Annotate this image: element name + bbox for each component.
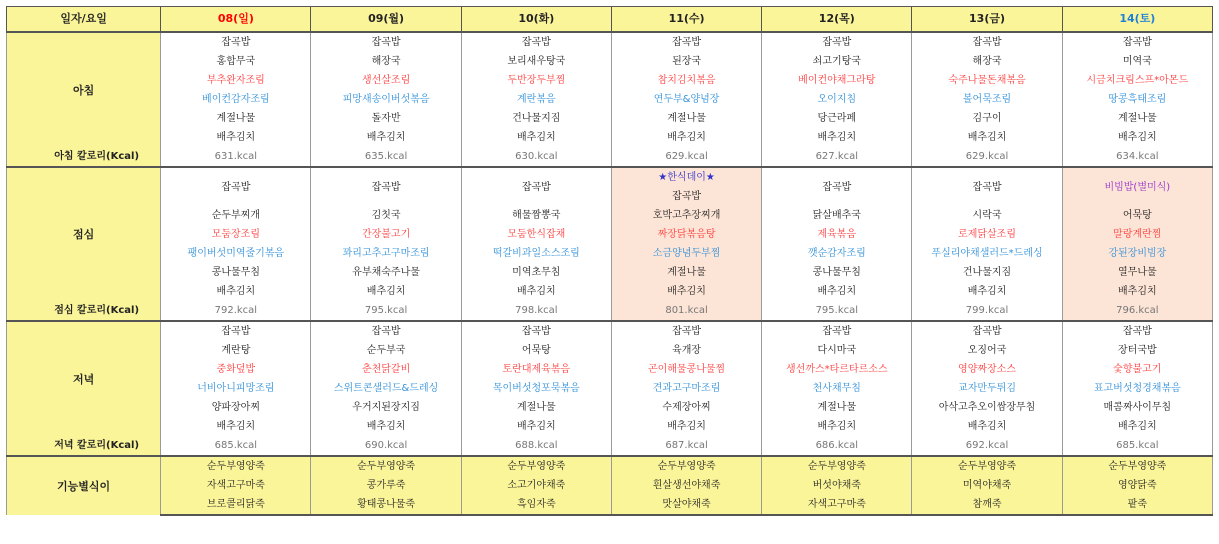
lunch-menu-row — [7, 167, 1213, 206]
breakfast-calorie-label: 아침 칼로리(Kcal) — [7, 147, 161, 167]
menu-item: 배추김치 — [912, 128, 1062, 147]
menu-item: 순두부찌개 — [161, 206, 311, 225]
lunch-menu-row — [7, 282, 1213, 301]
menu-item: 깻순감자조림 — [762, 244, 912, 263]
menu-item: 두반장두부찜 — [461, 71, 611, 90]
menu-item: 잡곡밥 — [311, 167, 461, 206]
special-diet-row — [7, 456, 1213, 476]
porridge-item: 순두부영양죽 — [611, 456, 761, 476]
porridge-item: 팥죽 — [1062, 495, 1212, 515]
porridge-item: 순두부영양죽 — [912, 456, 1062, 476]
special-diet-label: 기능별식이 — [7, 456, 161, 515]
special-diet-row — [7, 495, 1213, 515]
dinner-menu-row — [7, 398, 1213, 417]
calorie-value: 687.kcal — [611, 436, 761, 456]
menu-item: 모둠장조림 — [161, 225, 311, 244]
menu-item: 장터국밥 — [1062, 341, 1212, 360]
calorie-value: 792.kcal — [161, 301, 311, 321]
menu-item: 로제닭살조림 — [912, 225, 1062, 244]
menu-item: 해물짬뽕국 — [461, 206, 611, 225]
breakfast-menu-row — [7, 128, 1213, 147]
porridge-item: 순두부영양죽 — [461, 456, 611, 476]
menu-item: 잡곡밥 — [311, 321, 461, 341]
menu-item: 호박고추장찌개 — [611, 206, 761, 225]
calorie-value: 801.kcal — [611, 301, 761, 321]
day-header: 09(월) — [311, 7, 461, 33]
calorie-value: 630.kcal — [461, 147, 611, 167]
menu-item: 잡곡밥 — [461, 32, 611, 52]
porridge-item: 콩가루죽 — [311, 476, 461, 495]
menu-item: 아삭고추오이쌈장무침 — [912, 398, 1062, 417]
menu-item: 배추김치 — [912, 282, 1062, 301]
date-weekday-header: 일자/요일 — [7, 7, 161, 33]
menu-item: 중화덮밥 — [161, 360, 311, 379]
dinner-menu-row — [7, 417, 1213, 436]
day-header: 13(금) — [912, 7, 1062, 33]
menu-item: 잡곡밥 — [611, 321, 761, 341]
menu-item: 목이버섯청포묵볶음 — [461, 379, 611, 398]
menu-table-body — [7, 7, 1213, 516]
menu-item: 배추김치 — [1062, 128, 1212, 147]
calorie-value: 629.kcal — [912, 147, 1062, 167]
menu-item: 너비아니피망조림 — [161, 379, 311, 398]
dinner-menu-row — [7, 360, 1213, 379]
menu-item: 배추김치 — [311, 417, 461, 436]
menu-item: 볼어묵조림 — [912, 90, 1062, 109]
dinner-calorie-row — [7, 436, 1213, 456]
menu-item: 강된장비빔장 — [1062, 244, 1212, 263]
menu-item: 참치김치볶음 — [611, 71, 761, 90]
porridge-item: 미역야채죽 — [912, 476, 1062, 495]
menu-item: 배추김치 — [611, 417, 761, 436]
menu-item: 잡곡밥 — [762, 321, 912, 341]
lunch-calorie-row — [7, 301, 1213, 321]
menu-item: 푸실리야채샐러드*드레싱 — [912, 244, 1062, 263]
menu-item: 김구이 — [912, 109, 1062, 128]
breakfast-menu-row — [7, 71, 1213, 90]
day-header: 14(토) — [1062, 7, 1212, 33]
menu-item: 배추김치 — [762, 417, 912, 436]
korean-food-day-note: ★한식데이★ — [658, 172, 715, 183]
menu-item: 돌자반 — [311, 109, 461, 128]
menu-item: 열무나물 — [1062, 263, 1212, 282]
menu-item: 땅콩흑태조림 — [1062, 90, 1212, 109]
menu-item: 천사채무침 — [762, 379, 912, 398]
porridge-item: 자색고구마죽 — [762, 495, 912, 515]
menu-item: 당근라페 — [762, 109, 912, 128]
menu-item: 미역국 — [1062, 52, 1212, 71]
menu-item: 비빔밥(별미식) — [1062, 167, 1212, 206]
menu-item: 잡곡밥 — [161, 321, 311, 341]
menu-item: 보리새우탕국 — [461, 52, 611, 71]
menu-item: 계절나물 — [762, 398, 912, 417]
calorie-value: 635.kcal — [311, 147, 461, 167]
menu-item: 춘천닭갈비 — [311, 360, 461, 379]
menu-item: 건나물지짐 — [912, 263, 1062, 282]
menu-item: 교자만두튀김 — [912, 379, 1062, 398]
calorie-value: 692.kcal — [912, 436, 1062, 456]
menu-item: 곤이해물콩나물찜 — [611, 360, 761, 379]
dinner-label: 저녁 — [7, 321, 161, 436]
menu-item: 오징어국 — [912, 341, 1062, 360]
dinner-calorie-label: 저녁 칼로리(Kcal) — [7, 436, 161, 456]
menu-item: 계절나물 — [161, 109, 311, 128]
menu-item: 배추김치 — [611, 282, 761, 301]
calorie-value: 688.kcal — [461, 436, 611, 456]
porridge-item: 참깨죽 — [912, 495, 1062, 515]
breakfast-menu-row — [7, 52, 1213, 71]
porridge-item: 소고기야채죽 — [461, 476, 611, 495]
special-diet-row — [7, 476, 1213, 495]
menu-item: 배추김치 — [461, 282, 611, 301]
menu-item: 숙주나물돈채볶음 — [912, 71, 1062, 90]
menu-item: 간장불고기 — [311, 225, 461, 244]
menu-item: 견과고구마조림 — [611, 379, 761, 398]
menu-item: 부추완자조림 — [161, 71, 311, 90]
menu-item: 배추김치 — [762, 128, 912, 147]
calorie-value: 795.kcal — [311, 301, 461, 321]
menu-item: 연두부&양념장 — [611, 90, 761, 109]
menu-item: 잡곡밥 — [912, 167, 1062, 206]
menu-item: 수제장아찌 — [611, 398, 761, 417]
menu-item: 유부채숙주나물 — [311, 263, 461, 282]
menu-item: 우거지된장지짐 — [311, 398, 461, 417]
menu-item: 계란탕 — [161, 341, 311, 360]
menu-item: 순두부국 — [311, 341, 461, 360]
menu-item: 시락국 — [912, 206, 1062, 225]
calorie-value: 795.kcal — [762, 301, 912, 321]
menu-item: 오이지침 — [762, 90, 912, 109]
menu-item: 배추김치 — [161, 417, 311, 436]
menu-item: 숯향불고기 — [1062, 360, 1212, 379]
calorie-value: 798.kcal — [461, 301, 611, 321]
menu-item: 된장국 — [611, 52, 761, 71]
menu-item: 배추김치 — [762, 282, 912, 301]
menu-item: 잡곡밥 — [461, 321, 611, 341]
menu-item: 계절나물 — [1062, 109, 1212, 128]
lunch-menu-row — [7, 225, 1213, 244]
lunch-menu-row — [7, 206, 1213, 225]
porridge-item: 버섯야채죽 — [762, 476, 912, 495]
menu-item: 잡곡밥 — [762, 32, 912, 52]
menu-item: 잡곡밥 — [912, 32, 1062, 52]
calorie-value: 627.kcal — [762, 147, 912, 167]
menu-item: 배추김치 — [1062, 282, 1212, 301]
porridge-item: 맛살야채죽 — [611, 495, 761, 515]
menu-item: 짜장닭볶음탕 — [611, 225, 761, 244]
menu-item: 매콤짜사이무침 — [1062, 398, 1212, 417]
menu-item: 잡곡밥 — [311, 32, 461, 52]
menu-item: 계절나물 — [611, 263, 761, 282]
menu-item: 잡곡밥 — [461, 167, 611, 206]
menu-item: 잡곡밥 — [912, 321, 1062, 341]
menu-item: 꽈리고추고구마조림 — [311, 244, 461, 263]
menu-item: 잡곡밥 — [611, 32, 761, 52]
menu-item: 말랑계란찜 — [1062, 225, 1212, 244]
menu-item: 잡곡밥 — [1062, 32, 1212, 52]
porridge-item: 브로콜리닭죽 — [161, 495, 311, 515]
day-header: 11(수) — [611, 7, 761, 33]
calorie-value: 799.kcal — [912, 301, 1062, 321]
menu-item: 팽이버섯미역줄기볶음 — [161, 244, 311, 263]
menu-item: 양파장아찌 — [161, 398, 311, 417]
menu-item: 건나물지짐 — [461, 109, 611, 128]
dinner-menu-row — [7, 379, 1213, 398]
day-header: 10(화) — [461, 7, 611, 33]
lunch-menu-row — [7, 263, 1213, 282]
menu-item: 배추김치 — [611, 128, 761, 147]
porridge-item: 순두부영양죽 — [311, 456, 461, 476]
porridge-item: 영양닭죽 — [1062, 476, 1212, 495]
menu-item: 모둠한식잡채 — [461, 225, 611, 244]
menu-item: 소금양념두부찜 — [611, 244, 761, 263]
menu-item: 육개장 — [611, 341, 761, 360]
menu-item: 배추김치 — [311, 128, 461, 147]
header-row — [7, 7, 1213, 33]
breakfast-menu-row — [7, 32, 1213, 52]
menu-item: 쇠고기탕국 — [762, 52, 912, 71]
menu-item: 배추김치 — [161, 128, 311, 147]
menu-item — [611, 167, 761, 206]
menu-item: 배추김치 — [1062, 417, 1212, 436]
menu-item: 해장국 — [311, 52, 461, 71]
menu-item: 시금치크림스프*아몬드 — [1062, 71, 1212, 90]
calorie-value: 796.kcal — [1062, 301, 1212, 321]
menu-item: 미역초무침 — [461, 263, 611, 282]
menu-item: 다시마국 — [762, 341, 912, 360]
menu-item: 콩나물무침 — [161, 263, 311, 282]
porridge-item: 순두부영양죽 — [762, 456, 912, 476]
menu-item: 배추김치 — [461, 128, 611, 147]
menu-item: 영양짜장소스 — [912, 360, 1062, 379]
breakfast-menu-row — [7, 90, 1213, 109]
menu-item: 토란대제육볶음 — [461, 360, 611, 379]
porridge-item: 순두부영양죽 — [161, 456, 311, 476]
menu-item: 콩나물무침 — [762, 263, 912, 282]
menu-item: 잡곡밥 — [161, 32, 311, 52]
calorie-value: 631.kcal — [161, 147, 311, 167]
menu-item: 어묵탕 — [1062, 206, 1212, 225]
calorie-value: 686.kcal — [762, 436, 912, 456]
calorie-value: 690.kcal — [311, 436, 461, 456]
lunch-menu-row — [7, 244, 1213, 263]
breakfast-label: 아침 — [7, 32, 161, 147]
menu-item: 김칫국 — [311, 206, 461, 225]
dinner-menu-row — [7, 341, 1213, 360]
weekly-meal-menu-table — [6, 6, 1213, 516]
calorie-value: 634.kcal — [1062, 147, 1212, 167]
calorie-value: 685.kcal — [1062, 436, 1212, 456]
menu-item: 계절나물 — [461, 398, 611, 417]
day-header: 08(일) — [161, 7, 311, 33]
porridge-item: 황태콩나물죽 — [311, 495, 461, 515]
porridge-item: 흑임자죽 — [461, 495, 611, 515]
menu-item: 생선살조림 — [311, 71, 461, 90]
menu-item: 스위트콘샐러드&드레싱 — [311, 379, 461, 398]
menu-item: 배추김치 — [912, 417, 1062, 436]
menu-item: 배추김치 — [161, 282, 311, 301]
day-header: 12(목) — [762, 7, 912, 33]
menu-item: 계절나물 — [611, 109, 761, 128]
breakfast-calorie-row — [7, 147, 1213, 167]
menu-item: 생선까스*타르타르소스 — [762, 360, 912, 379]
menu-item: 잡곡밥 — [1062, 321, 1212, 341]
menu-item: 표고버섯청경채볶음 — [1062, 379, 1212, 398]
menu-item: 계란볶음 — [461, 90, 611, 109]
menu-item: 제육볶음 — [762, 225, 912, 244]
menu-item: 해장국 — [912, 52, 1062, 71]
lunch-calorie-label: 점심 칼로리(Kcal) — [7, 301, 161, 321]
menu-item: 잡곡밥 — [161, 167, 311, 206]
porridge-item: 순두부영양죽 — [1062, 456, 1212, 476]
menu-item: 베이컨감자조림 — [161, 90, 311, 109]
menu-item: 떡갈비과일소스조림 — [461, 244, 611, 263]
menu-item: 홍합무국 — [161, 52, 311, 71]
calorie-value: 629.kcal — [611, 147, 761, 167]
porridge-item: 자색고구마죽 — [161, 476, 311, 495]
dinner-menu-row — [7, 321, 1213, 341]
breakfast-menu-row — [7, 109, 1213, 128]
menu-item: 피망새송이버섯볶음 — [311, 90, 461, 109]
porridge-item: 흰살생선야채죽 — [611, 476, 761, 495]
menu-item-text: 잡곡밥 — [672, 191, 702, 202]
calorie-value: 685.kcal — [161, 436, 311, 456]
menu-item: 잡곡밥 — [762, 167, 912, 206]
menu-item: 베이컨야채그라탕 — [762, 71, 912, 90]
menu-item: 어묵탕 — [461, 341, 611, 360]
menu-item: 닭살배추국 — [762, 206, 912, 225]
menu-item: 배추김치 — [461, 417, 611, 436]
lunch-label: 점심 — [7, 167, 161, 301]
menu-item: 배추김치 — [311, 282, 461, 301]
